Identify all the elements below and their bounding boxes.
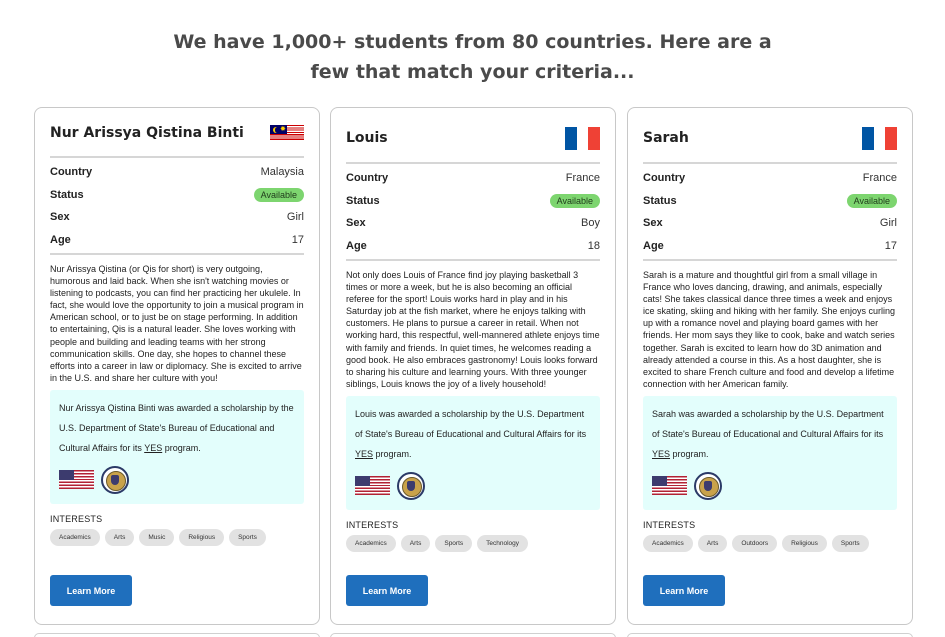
yes-program-link[interactable]: YES — [652, 448, 671, 459]
card-header — [50, 108, 304, 156]
yes-program-link[interactable]: YES — [355, 448, 374, 459]
country-row — [50, 161, 304, 184]
status-label: Status — [346, 194, 380, 207]
student-info — [643, 164, 897, 259]
award-suffix: program. — [162, 442, 201, 453]
country-value: Malaysia — [260, 166, 304, 179]
award-text — [59, 398, 295, 458]
scholarship-award-box — [50, 390, 304, 504]
status-label: Status — [643, 194, 677, 207]
interest-chip: Academics — [50, 529, 100, 546]
age-label: Age — [50, 233, 71, 246]
scholarship-award-box — [643, 396, 897, 510]
interests-label: INTERESTS — [346, 519, 399, 530]
age-row — [346, 235, 600, 258]
france-flag-icon — [565, 127, 600, 150]
state-department-seal-icon — [397, 472, 425, 500]
interests-label: INTERESTS — [643, 519, 696, 530]
yes-program-link[interactable]: YES — [144, 442, 163, 453]
sex-row — [346, 212, 600, 235]
interest-chip: Religious — [782, 535, 827, 552]
age-value: 17 — [291, 233, 304, 246]
award-prefix: Louis was awarded a scholarship by the U.S. Department of State's Bureau of Educational and Cultural Affairs for its — [355, 408, 587, 439]
student-bio: Not only does Louis of France find joy playing basketball 3 times or more a week, but he is also becoming an official referee for the sport! Louis works hard in play and in his Saturday job at the fish market, where he enjoys talking with customers. He plans to pursue a career in retail. When not working hard, this respectful, well-mannered athlete enjoys time with family and friends. In quiet times, he welcomes reading a good book. He also embraces gastronomy! Louis looks forward to sharing his culture and learning yours. With three younger siblings, Louis knows the joy of a lively household! — [346, 270, 600, 389]
status-badge: Available — [847, 194, 897, 208]
sex-value: Girl — [286, 211, 304, 224]
sex-label: Sex — [643, 217, 663, 230]
next-student-card-edge — [627, 633, 913, 637]
interest-chip: Academics — [643, 535, 693, 552]
student-card — [34, 107, 320, 625]
country-row — [643, 167, 897, 190]
learn-more-button[interactable]: Learn More — [50, 575, 132, 606]
award-prefix: Sarah was awarded a scholarship by the U.S. Department of State's Bureau of Educational and Cultural Affairs for its — [652, 408, 884, 439]
award-icons — [59, 466, 295, 494]
student-card — [330, 107, 616, 625]
country-value: France — [565, 172, 600, 185]
sex-label: Sex — [50, 211, 70, 224]
country-label: Country — [643, 172, 686, 185]
country-label: Country — [50, 166, 93, 179]
status-badge: Available — [550, 194, 600, 208]
age-label: Age — [643, 239, 664, 252]
student-name: Sarah — [643, 130, 689, 146]
state-department-seal-icon — [101, 466, 129, 494]
next-student-card-edge — [34, 633, 320, 637]
interest-chip: Sports — [435, 535, 472, 552]
state-department-seal-icon — [694, 472, 722, 500]
status-row — [346, 190, 600, 213]
divider — [643, 259, 897, 261]
malaysia-flag-icon: ✸ — [270, 125, 304, 141]
student-name: Louis — [346, 130, 388, 146]
interest-chip: Music — [139, 529, 174, 546]
student-name: Nur Arissya Qistina Binti — [50, 125, 244, 141]
divider — [50, 253, 304, 255]
scholarship-award-box — [346, 396, 600, 510]
interest-chips — [346, 535, 600, 552]
headline-line-2: few that match your criteria... — [310, 61, 635, 83]
award-suffix: program. — [670, 448, 709, 459]
results-headline — [0, 27, 945, 87]
interest-chip: Religious — [179, 529, 224, 546]
sex-value: Boy — [581, 217, 600, 230]
france-flag-icon — [862, 127, 897, 150]
interest-chip: Arts — [698, 535, 728, 552]
us-flag-icon — [652, 476, 687, 495]
status-row — [643, 190, 897, 213]
interests-label: INTERESTS — [50, 513, 103, 524]
status-label: Status — [50, 188, 84, 201]
interest-chips — [643, 535, 897, 552]
student-card — [627, 107, 913, 625]
interest-chip: Technology — [477, 535, 528, 552]
status-row — [50, 184, 304, 207]
age-label: Age — [346, 239, 367, 252]
interest-chips — [50, 529, 304, 546]
student-bio: Sarah is a mature and thoughtful girl from a small village in France who loves dancing, drawing, and animals, especially cats! She takes classical dance three times a week and enjoys ice skating, skiing and hiking with her family. She enjoys curling up with a romance novel and playing board games with her friends. Her mom says they like to cook, bake and watch series together. Sarah is excited to learn how do 3D animation and already attended a course in this. As a host daughter, she is excited to share French culture and food and develop a lifetime connection with her American family. — [643, 270, 895, 389]
headline-line-1: We have 1,000+ students from 80 countries. Here are a — [173, 31, 772, 53]
divider — [346, 259, 600, 261]
age-value: 18 — [587, 239, 600, 252]
student-bio: Nur Arissya Qistina (or Qis for short) is very outgoing, humorous and laid back. When she isn't watching movies or listening to podcasts, you can find her practicing her ukulele. In fact, she would love the opportunity to join a musical program in American school, or to just be on stage performing. In addition to entertaining, Qis is a natural leader. She loves working with people and building and leading teams with her strong communication skills. One day, she hopes to channel these efforts into a career in law or diplomacy. She is excited to arrive in the U.S. and share her culture with you! — [50, 264, 304, 383]
age-value: 17 — [884, 239, 897, 252]
us-flag-icon — [59, 470, 94, 489]
country-label: Country — [346, 172, 389, 185]
card-header — [643, 108, 897, 162]
card-header — [346, 108, 600, 162]
student-info — [50, 158, 304, 253]
sex-value: Girl — [879, 217, 897, 230]
age-row — [643, 235, 897, 258]
sex-row — [50, 206, 304, 229]
award-icons — [652, 472, 888, 500]
country-row — [346, 167, 600, 190]
interest-chip: Academics — [346, 535, 396, 552]
country-value: France — [862, 172, 897, 185]
award-prefix: Nur Arissya Qistina Binti was awarded a scholarship by the U.S. Department of State's Bureau of Educational and Cultural Affairs for its — [59, 402, 294, 453]
interest-chip: Arts — [401, 535, 431, 552]
age-row — [50, 229, 304, 252]
interest-chip: Sports — [832, 535, 869, 552]
us-flag-icon — [355, 476, 390, 495]
award-suffix: program. — [373, 448, 412, 459]
status-badge: Available — [254, 188, 304, 202]
award-text — [652, 404, 888, 464]
student-info — [346, 164, 600, 259]
interest-chip: Sports — [229, 529, 266, 546]
learn-more-button[interactable]: Learn More — [346, 575, 428, 606]
sex-row — [643, 212, 897, 235]
next-student-card-edge — [330, 633, 616, 637]
interest-chip: Arts — [105, 529, 135, 546]
sex-label: Sex — [346, 217, 366, 230]
interest-chip: Outdoors — [732, 535, 777, 552]
award-icons — [355, 472, 591, 500]
learn-more-button[interactable]: Learn More — [643, 575, 725, 606]
award-text — [355, 404, 591, 464]
